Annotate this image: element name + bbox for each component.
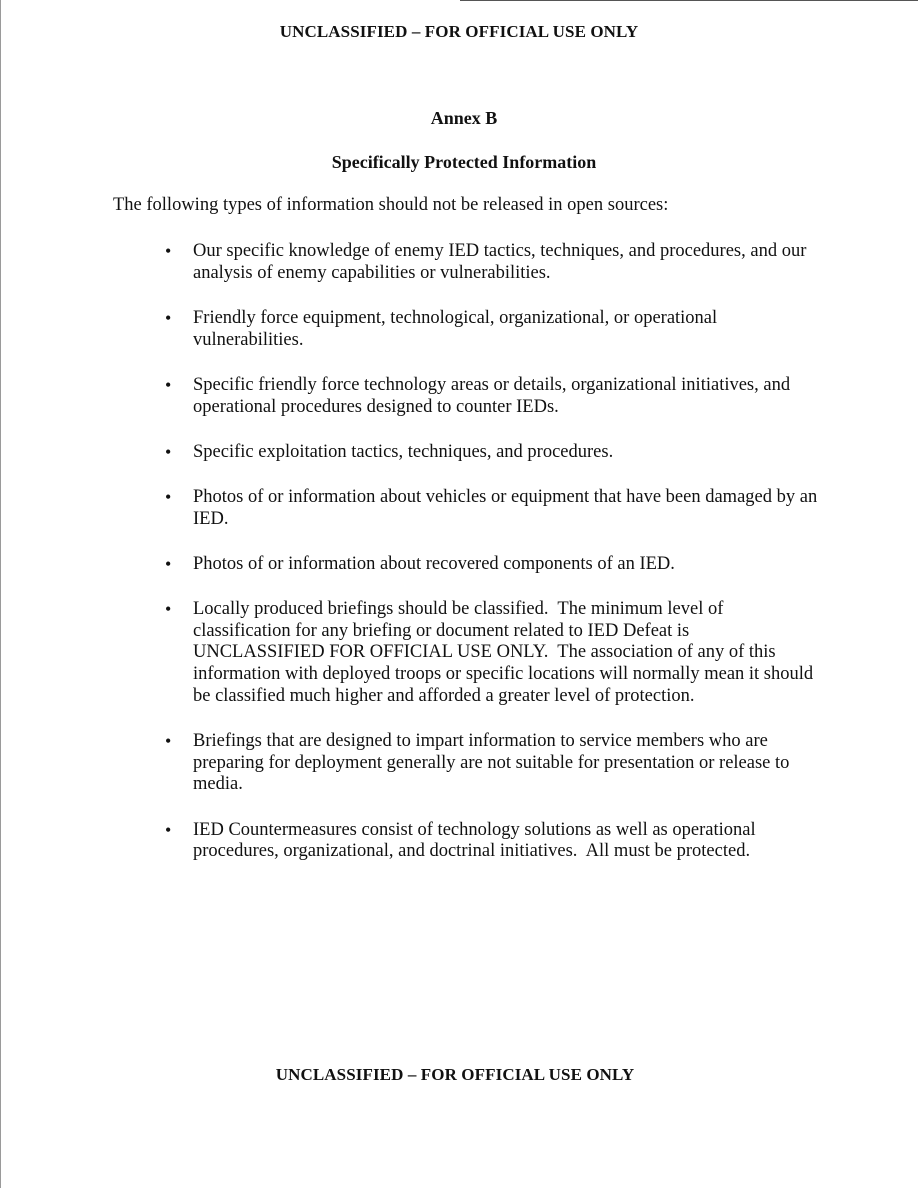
bullet-icon: • xyxy=(165,441,172,462)
bullet-icon: • xyxy=(165,374,172,395)
protected-info-list xyxy=(0,241,918,887)
annex-title: Annex B xyxy=(430,108,498,128)
bullet-icon: • xyxy=(165,307,172,328)
list-item-text: Our specific knowledge of enemy IED tactics, techniques, and procedures, and our analysis of enemy capabilities or vulnerabilities. xyxy=(193,241,807,283)
list-item-text: Friendly force equipment, technological, organizational, or operational vulnerabilities. xyxy=(193,307,718,350)
intro-paragraph: The following types of information should not be released in open sources: xyxy=(113,195,669,215)
list-item-text: IED Countermeasures consist of technology solutions as well as operational procedures, organizational, and doctrinal initiatives. All must be protected. xyxy=(193,819,761,862)
list-item xyxy=(0,375,823,418)
list-item-text: Specific exploitation tactics, techniques, and procedures. xyxy=(193,441,614,462)
list-item xyxy=(0,820,823,863)
list-item xyxy=(0,442,823,464)
bullet-icon: • xyxy=(165,553,172,574)
classification-header: UNCLASSIFIED – FOR OFFICIAL USE ONLY xyxy=(279,22,639,41)
list-item-text: Briefings that are designed to impart information to service members who are preparing for deployment generally are not suitable for presentation or release to media. xyxy=(193,731,790,795)
classification-footer: UNCLASSIFIED – FOR OFFICIAL USE ONLY xyxy=(275,1065,635,1084)
list-item xyxy=(0,731,823,796)
scan-edge-top xyxy=(460,0,918,1)
list-item xyxy=(0,554,823,576)
list-item xyxy=(0,487,823,530)
bullet-icon: • xyxy=(165,599,172,620)
bullet-icon: • xyxy=(165,241,172,261)
list-item xyxy=(0,241,823,284)
bullet-icon: • xyxy=(165,731,172,752)
list-item-text: Photos of or information about vehicles or equipment that have been damaged by an IED. xyxy=(193,486,818,529)
bullet-icon: • xyxy=(165,486,172,507)
list-item-text: Locally produced briefings should be classified. The minimum level of classification for any briefing or document related to IED Defeat is UNCLASSIFIED FOR OFFICIAL USE ONLY. The association of any of this information with deployed troops or specific locations will normally mean it should be classified much higher and afforded a greater level of protection. xyxy=(193,599,818,706)
list-item-text: Photos of or information about recovered components of an IED. xyxy=(193,553,675,574)
list-item xyxy=(0,599,823,708)
list-item xyxy=(0,308,823,351)
annex-subtitle: Specifically Protected Information xyxy=(331,152,597,172)
bullet-icon: • xyxy=(165,819,172,840)
list-item-text: Specific friendly force technology areas or details, organizational initiatives, and operational procedures designed to counter IEDs. xyxy=(193,374,791,417)
